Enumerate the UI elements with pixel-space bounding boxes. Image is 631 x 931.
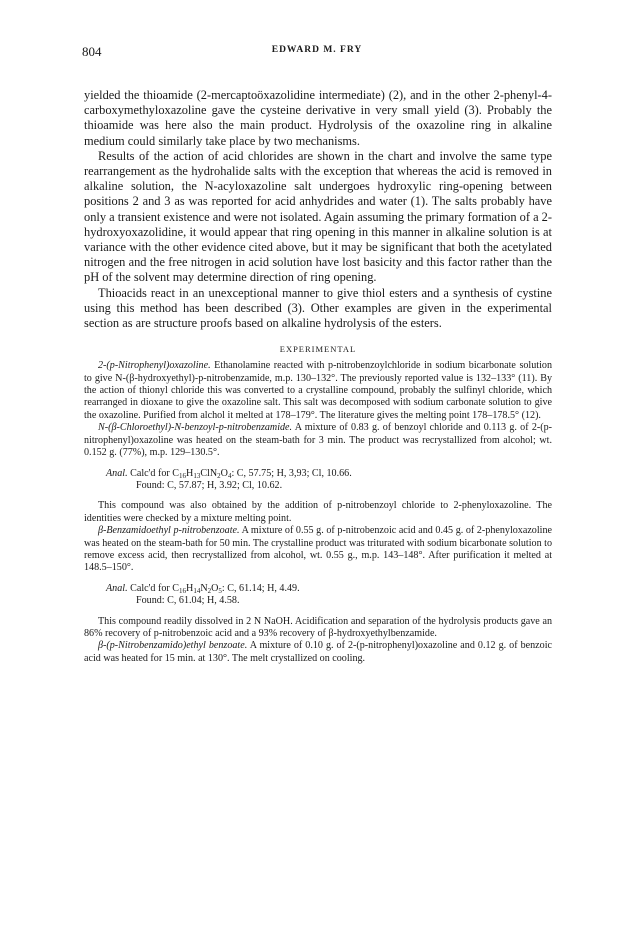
paragraph-text: A mixture of 0.55 g. of p-nitrobenzoic acid and 0.45 g. of 2-phenyloxazoline was heated on the steam-bath for 50 min. The crystalline product was triturated with sodium bicarbonate solution to remove excess acid, then recrystallized from alcohol, wt. 0.55 g., m.p. 143–148°. After purification it melted at 148.5–150°.: [84, 525, 552, 574]
formula-element: O: [211, 582, 219, 594]
running-title: EDWARD M. FRY: [271, 45, 363, 55]
paragraph-text: Ethanolamine reacted with p-nitrobenzoylchloride in sodium bicarbonate solution to give N-(β-hydroxyethyl)-p-nitrobenzamide, m.p. 130–132°. The previously reported value is 132–133° (11). By the action of thionyl chloride this was converted to a crystalline compound, probably the sulfinyl chloride, which rearranged in dioxane to give the oxazoline salt. This salt was decomposed with sodium carbonate solution to give the oxazoline. Purified from alchol it melted at 178–179°. The literature gives the melting point 178–178.5° (12).: [84, 360, 552, 421]
page-body: [84, 88, 552, 665]
experimental-paragraph-hydrolysis: This compound readily dissolved in 2 N NaOH. Acidification and separation of the hydrolysis products gave an 86% recovery of p-nitrobenzoic acid and a 93% recovery of β-hydroxyethylbenzamide.: [84, 615, 552, 639]
formula-subscript: 4: [227, 471, 232, 480]
calc-values: : C, 57.75; H, 3,93; Cl, 10.66.: [231, 467, 352, 479]
body-paragraph-1: yielded the thioamide (2-mercaptoöxazolidine intermediate) (2), and in the other 2-phenyl-4-carboxymethyloxazoline gave the cysteine derivative in very small yield (3). Probably the thioamide was here also the main product. Hydrolysis of the oxazoline ring in alkaline medium could similarly take place by two mechanisms.: [84, 88, 552, 148]
formula-element: H: [186, 467, 194, 479]
analysis-block-1: [106, 468, 552, 493]
calc-values: : C, 61.14; H, 4.49.: [221, 582, 300, 594]
molecular-formula: [179, 468, 231, 479]
paragraph-text: A mixture of 0.10 g. of 2-(p-nitrophenyl)oxazoline and 0.12 g. of benzoic acid was heated for 15 min. at 130°. The melt crystallized on cooling.: [84, 640, 552, 664]
experimental-paragraph-nitrobenzamido-ethyl-benzoate: [84, 640, 552, 665]
compound-title: β-(p-Nitrobenzamido)ethyl benzoate.: [98, 640, 248, 652]
page-number: 804: [82, 44, 102, 59]
formula-subscript: 2: [207, 586, 212, 595]
analysis-found: Found: C, 61.04; H, 4.58.: [136, 595, 240, 607]
formula-subscript: 5: [218, 586, 222, 595]
experimental-paragraph-identity-check: This compound was also obtained by the addition of p-nitrobenzoyl chloride to 2-phenyloxazoline. The identities were checked by a mixture melting point.: [84, 500, 552, 524]
analysis-block-2: [106, 583, 552, 608]
compound-title: β-Benzamidoethyl p-nitrobenzoate.: [98, 525, 240, 537]
experimental-paragraph-benzamidoethyl-nitrobenzoate: [84, 525, 552, 575]
analysis-label: Anal.: [106, 467, 128, 479]
formula-element: H: [186, 582, 194, 594]
calc-prefix: Calc'd for C: [127, 467, 180, 479]
analysis-calculated: [106, 468, 552, 480]
formula-subscript: 13: [193, 471, 201, 480]
paragraph-text: A mixture of 0.83 g. of benzoyl chloride and 0.113 g. of 2-(p-nitrophenyl)oxazoline was heated on the steam-bath for 3 min. The product was recrystallized from alcohol; wt. 0.152 g. (77%), m.p. 129–130.5°.: [84, 422, 552, 459]
section-heading-experimental: EXPERIMENTAL: [279, 344, 357, 355]
experimental-paragraph-nitrophenyl-oxazoline: [84, 360, 552, 422]
formula-element: N: [200, 582, 208, 594]
calc-prefix: Calc'd for C: [127, 582, 180, 594]
experimental-paragraph-chloroethyl-benzamide: [84, 422, 552, 459]
formula-subscript: 16: [179, 471, 187, 480]
molecular-formula: [179, 583, 222, 594]
formula-subscript: 16: [179, 586, 187, 595]
formula-subscript: 14: [193, 586, 201, 595]
formula-subscript: 2: [217, 471, 221, 480]
compound-title: 2-(p-Nitrophenyl)oxazoline.: [98, 360, 211, 372]
page-header: [82, 44, 552, 64]
analysis-found: Found: C, 57.87; H, 3.92; Cl, 10.62.: [136, 479, 283, 491]
formula-element: O: [220, 467, 228, 479]
analysis-label: Anal.: [106, 582, 128, 594]
formula-element: ClN: [200, 467, 218, 479]
analysis-calculated: [106, 583, 552, 595]
compound-title: N-(β-Chloroethyl)-N-benzoyl-p-nitrobenzamide.: [98, 422, 293, 434]
body-paragraph-3: Thioacids react in an unexceptional manner to give thiol esters and a synthesis of cystine using this method has been described (3). Other examples are given in the experimental section as are structure proofs based on alkaline hydrolysis of the esters.: [84, 285, 552, 331]
body-paragraph-2: Results of the action of acid chlorides are shown in the chart and involve the same type rearrangement as the hydrohalide salts with the exception that whereas the acid is removed in alkaline solution, the N-acyloxazoline salt undergoes hydroxylic ring-opening between positions 2 and 3 as was reported for acid anhydrides and water (1). The salts probably have only a transient existence and were not isolated. Again assuming the primary formation of a 2-hydroxyoxazolidine, it would appear that ring opening in this manner in alkaline solution is at variance with the other evidence cited above, but it may be significant that both the acetylated nitrogen and the free nitrogen in acid solution have lost basicity and this factor rather than the pH of the solvent may determine direction of ring opening.: [84, 148, 552, 285]
